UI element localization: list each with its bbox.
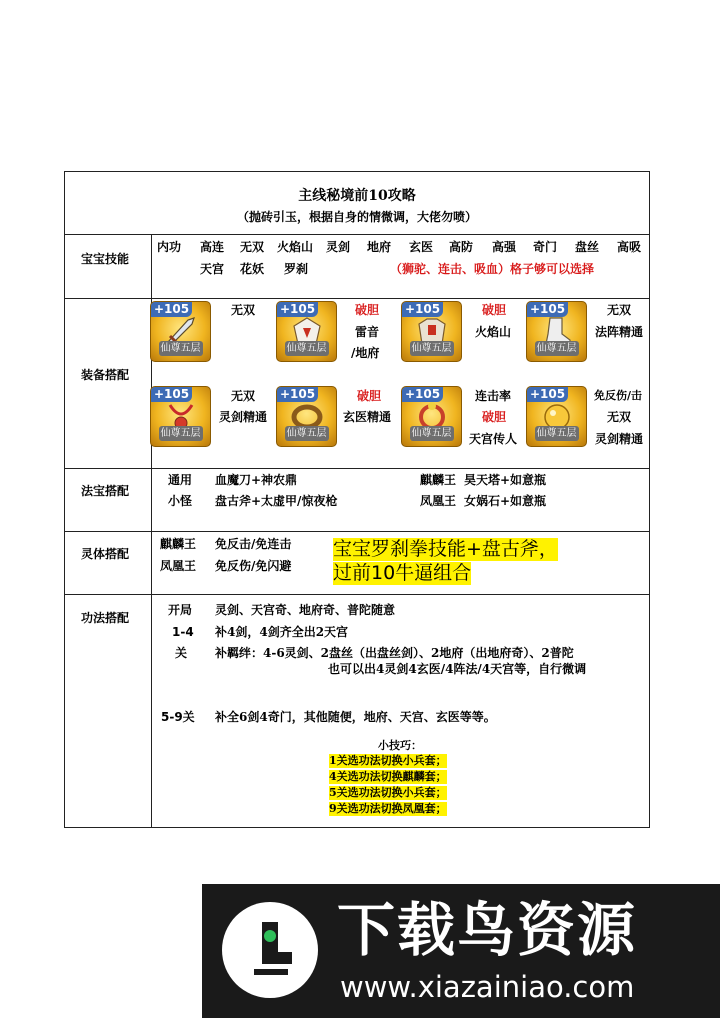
highlight-note: 宝宝罗刹拳技能+盘古斧， — [333, 538, 558, 560]
spirit-value: 免反击/免连击 — [215, 537, 292, 551]
tip-item: 9关选功法切换凤凰套； — [329, 802, 447, 815]
equip-attr: 火焰山 — [475, 325, 512, 339]
equip-slot-helmet[interactable] — [276, 301, 337, 362]
level-badge: +105 — [527, 387, 568, 402]
equip-attr: 无双 — [231, 303, 256, 317]
level-badge: +105 — [151, 302, 192, 317]
equip-attr: 无双 — [231, 389, 256, 403]
section-label-kungfu: 功法搭配 — [81, 611, 130, 625]
equip-slot-armor[interactable] — [401, 301, 462, 362]
treasure-key: 通用 — [168, 473, 193, 487]
treasure-value: 昊天塔+如意瓶 — [464, 473, 547, 487]
tip-item: 5关选功法切换小兵套； — [329, 786, 447, 799]
treasure-key: 小怪 — [168, 494, 193, 508]
kungfu-key: 1-4 — [172, 625, 194, 639]
watermark-name: 下载鸟资源 — [337, 896, 638, 964]
equip-slot-ring[interactable] — [276, 386, 337, 447]
page-subtitle: （抛砖引玉，根据自身的情微调，大佬勿喷） — [236, 210, 477, 224]
equip-attr: 破胆 — [355, 303, 380, 317]
skill-chip: 灵剑 — [326, 240, 351, 254]
level-badge: +105 — [402, 387, 443, 402]
treasure-value: 女娲石+如意瓶 — [464, 494, 547, 508]
kungfu-value: 补羁绊：4-6灵剑、2盘丝（出盘丝剑）、2地府（出地府奇）、2普陀 — [215, 646, 574, 660]
equip-attr: /地府 — [351, 346, 380, 360]
kungfu-key: 5-9关 — [161, 710, 195, 724]
skill-chip: 天宫 — [200, 262, 225, 276]
tier-tag: 仙尊五层 — [411, 343, 452, 354]
spirit-value: 免反伤/免闪避 — [215, 559, 292, 573]
bird-logo-icon — [222, 902, 318, 998]
skill-chip: 花妖 — [240, 262, 265, 276]
row-divider — [65, 298, 649, 299]
page-title: 主线秘境前10攻略 — [298, 188, 416, 204]
equip-slot-necklace[interactable] — [150, 386, 211, 447]
kungfu-key: 关 — [175, 646, 188, 660]
skill-chip: 内功 — [157, 240, 182, 254]
equip-slot-boots[interactable] — [526, 301, 587, 362]
section-label-spirit: 灵体搭配 — [81, 547, 130, 561]
equip-attr: 玄医精通 — [343, 410, 392, 424]
tip-item: 4关选功法切换麒麟套； — [329, 770, 447, 783]
kungfu-value: 也可以出4灵剑4玄医/4阵法/4天宫等，自行微调 — [328, 662, 587, 676]
equip-attr: 破胆 — [357, 389, 382, 403]
skill-chip: 高吸 — [617, 240, 642, 254]
tier-tag: 仙尊五层 — [286, 343, 327, 354]
skill-chip: 罗刹 — [284, 262, 309, 276]
treasure-value: 盘古斧+太虚甲/惊夜枪 — [215, 494, 338, 508]
row-divider — [65, 234, 649, 235]
level-badge: +105 — [277, 387, 318, 402]
tier-tag: 仙尊五层 — [160, 428, 201, 439]
skill-chip: 奇门 — [533, 240, 558, 254]
tier-tag: 仙尊五层 — [536, 428, 577, 439]
tip-item: 1关选功法切换小兵套； — [329, 754, 447, 767]
section-label-treasure: 法宝搭配 — [81, 484, 130, 498]
section-label-pet-skills: 宝宝技能 — [81, 252, 130, 266]
skill-chip: 盘丝 — [575, 240, 600, 254]
row-divider — [65, 531, 649, 532]
equip-attr: 免反伤/击 — [594, 389, 643, 402]
equip-slot-orb[interactable] — [526, 386, 587, 447]
skill-chip: 无双 — [240, 240, 265, 254]
level-badge: +105 — [277, 302, 318, 317]
equip-attr: 法阵精通 — [595, 325, 644, 339]
tier-tag: 仙尊五层 — [286, 428, 327, 439]
level-badge: +105 — [151, 387, 192, 402]
spirit-key: 麒麟王 — [160, 537, 197, 551]
tier-tag: 仙尊五层 — [160, 343, 201, 354]
skill-chip: 高防 — [449, 240, 474, 254]
skill-chip: 高连 — [200, 240, 225, 254]
kungfu-value: 补4剑，4剑齐全出2天宫 — [215, 625, 349, 639]
kungfu-key: 开局 — [168, 603, 193, 617]
treasure-key: 凤凰王 — [420, 494, 457, 508]
skill-chip: 火焰山 — [277, 240, 314, 254]
equip-attr: 无双 — [607, 303, 632, 317]
tier-tag: 仙尊五层 — [411, 428, 452, 439]
level-badge: +105 — [402, 302, 443, 317]
equip-attr: 无双 — [607, 410, 632, 424]
equip-attr: 破胆 — [482, 303, 507, 317]
equip-attr: 灵剑精通 — [595, 432, 644, 446]
treasure-key: 麒麟王 — [420, 473, 457, 487]
tier-tag: 仙尊五层 — [536, 343, 577, 354]
watermark-url: www.xiazainiao.com — [340, 970, 635, 1004]
skill-chip: 高强 — [492, 240, 517, 254]
equip-attr: 灵剑精通 — [219, 410, 268, 424]
skill-chip: 地府 — [367, 240, 392, 254]
spirit-key: 凤凰王 — [160, 559, 197, 573]
row-divider — [65, 468, 649, 469]
row-divider — [65, 594, 649, 595]
treasure-value: 血魔刀+神农鼎 — [215, 473, 298, 487]
tips-title: 小技巧： — [378, 739, 422, 752]
kungfu-value: 灵剑、天宫奇、地府奇、普陀随意 — [215, 603, 396, 617]
equip-attr: 雷音 — [355, 325, 380, 339]
equip-slot-weapon[interactable] — [150, 301, 211, 362]
equip-attr: 破胆 — [482, 410, 507, 424]
watermark-banner — [202, 884, 720, 1018]
pet-skill-note: （狮驼、连击、吸血）格子够可以选择 — [390, 262, 595, 276]
section-label-equipment: 装备搭配 — [81, 368, 130, 382]
equip-attr: 天宫传人 — [469, 432, 518, 446]
highlight-note: 过前10牛逼组合 — [333, 562, 472, 584]
skill-chip: 玄医 — [409, 240, 434, 254]
equip-attr: 连击率 — [475, 389, 512, 403]
level-badge: +105 — [527, 302, 568, 317]
equip-slot-bracelet[interactable] — [401, 386, 462, 447]
kungfu-value: 补全6剑4奇门，其他随便，地府、天宫、玄医等等。 — [215, 710, 496, 724]
